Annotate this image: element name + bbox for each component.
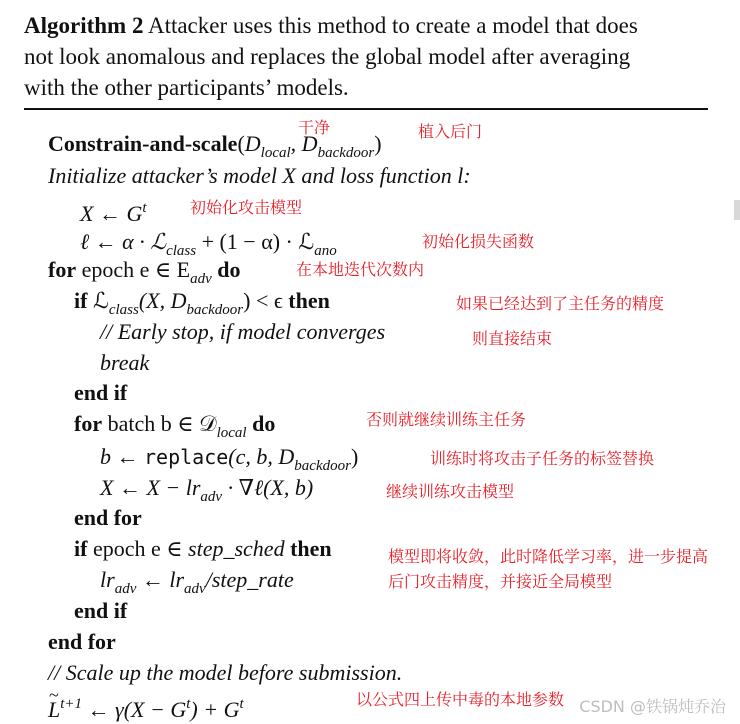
note-stop-directly: 则直接结束 [472,329,553,348]
caption-divider [24,108,708,110]
note-converge-1: 模型即将收敛，此时降低学习率，进一步提高 [388,547,709,566]
break-statement: break [100,350,150,375]
end-if-1: end if [74,380,128,405]
note-upload: 以公式四上传中毒的本地参数 [356,690,565,709]
end-if-2: end if [74,598,128,623]
comment-scale-up: // Scale up the model before submission. [48,660,403,685]
caption-text-1: Attacker uses this method to create a model that does [147,13,638,38]
caption-label: Algorithm 2 [24,13,144,38]
if-converged-line: if ℒ$_{class}$(X, $D_{backdoor}) < \epsilon$ then [74,288,330,318]
function-name: Constrain-and-scale [48,131,238,156]
assign-model: X ← $G^t$ [80,200,147,226]
note-backdoor: 植入后门 [418,122,483,141]
assign-loss: ℓ ← α · ℒ$_{class}$ + (1 − α) · ℒ$_{ano}$ [80,229,337,259]
note-clean: 干净 [298,118,331,137]
end-for-outer: end for [48,629,116,654]
function-signature: Constrain-$and-scale(D_{local}$, $D_{backdoor}$) [48,131,382,161]
end-for-inner: end for [74,505,142,530]
comment-early-stop: // Early stop, if model converges [100,319,386,344]
replace-line: b ← replace(c, b, $D_{backdoor}$) [100,444,359,474]
note-if-reached: 如果已经达到了主任务的精度 [456,294,665,313]
init-line: Initialize attacker’s model X and loss function l: [48,163,471,188]
note-converge-2: 后门攻击精度，并接近全局模型 [388,572,613,591]
note-init-model: 初始化攻击模型 [190,198,303,217]
note-local-epochs: 在本地迭代次数内 [296,260,425,279]
caption-text-2: not look anomalous and replaces the global model after averaging [24,44,631,69]
if-schedule-line: if epoch e ∈ step_sched then [74,536,332,561]
for-batch-line: for batch b ∈ 𝒟$_{local}$ do [74,411,276,441]
final-scale-line: ~ $L^{t+1}$ ← $\gamma(X - G^t) + G^t$ [48,690,244,724]
watermark: CSDN @铁锅炖乔治 [579,697,726,716]
caption-text-3: with the other participants’ models. [24,75,349,100]
note-replace-labels: 训练时将攻击子任务的标签替换 [430,449,655,468]
for-epoch-line: for epoch e ∈ $E_{adv}$ do [48,257,241,287]
note-continue-train: 继续训练攻击模型 [386,482,515,501]
scrollbar-thumb[interactable] [734,200,740,220]
note-init-loss: 初始化损失函数 [422,232,535,251]
algorithm-caption [24,10,708,103]
update-line: X ← $X - lr_{adv}$ · ∇ℓ(X, b) [100,475,314,505]
lr-update-line: $lr_{adv}$ ← $lr_{adv}/step\_rate$ [100,567,294,597]
note-else-train: 否则就继续训练主任务 [366,410,527,429]
